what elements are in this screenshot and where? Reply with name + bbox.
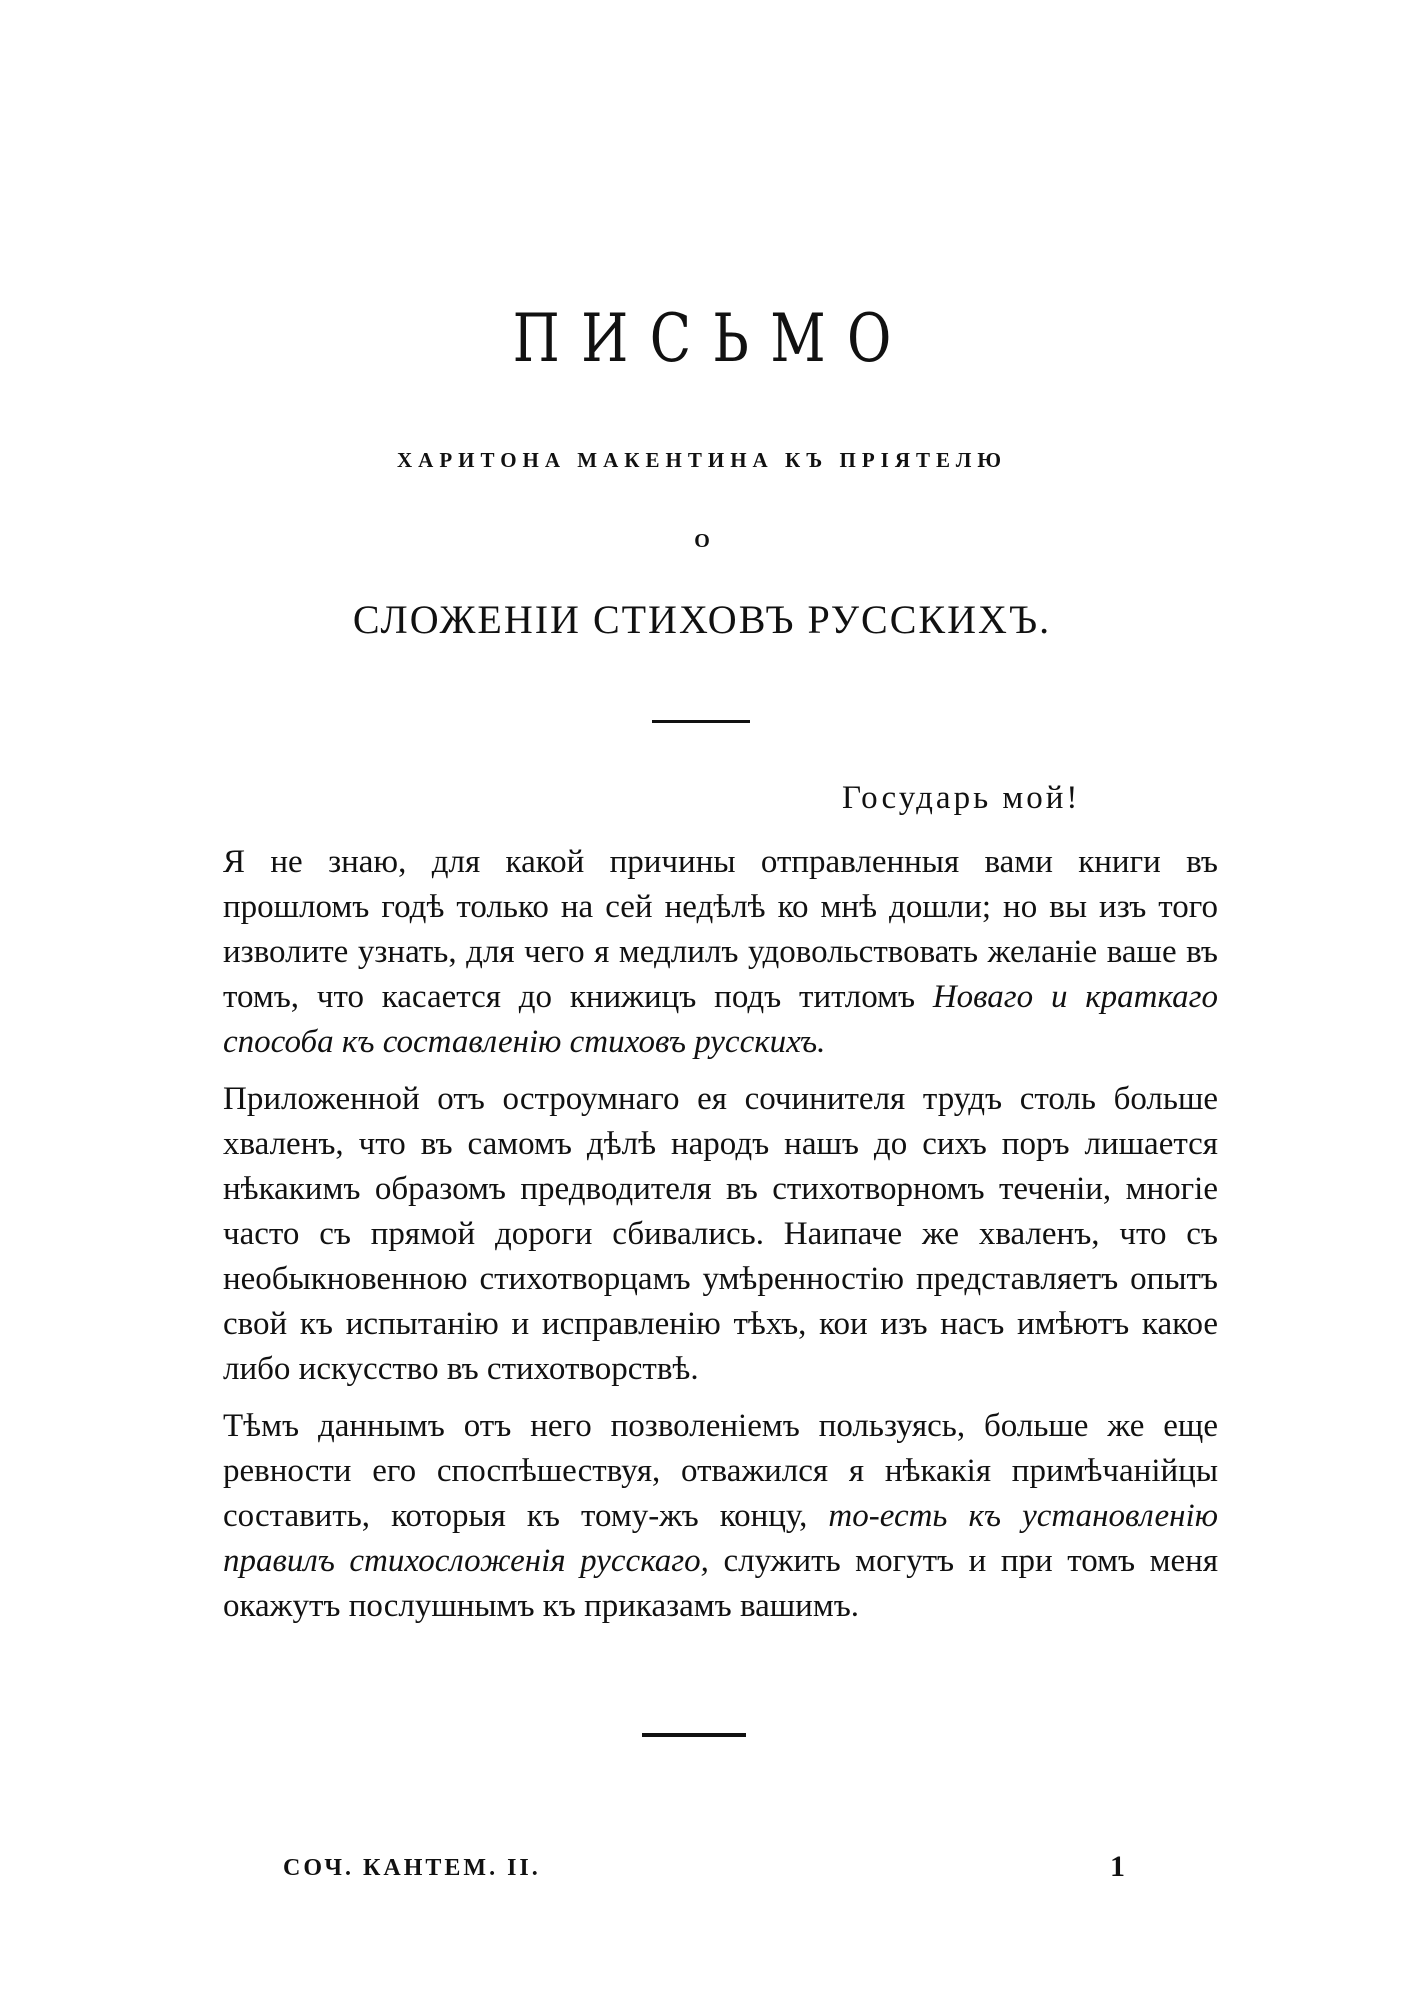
paragraph-text: Тѣмъ даннымъ отъ него позволеніемъ пользуясь, больше же еще ревности его споспѣшествуя, отважился я нѣкакія примѣчанійцы составить, которыя къ тому-жъ концу, [223,1408,1218,1534]
paragraph [223,840,1218,1065]
book-title-italic: Новаго и краткаго способа къ составленію стиховъ русскихъ. [223,979,1219,1060]
paragraph [223,1404,1218,1629]
paragraph [223,1077,1218,1392]
page-number: 1 [1110,1850,1125,1883]
section-end-divider [642,1733,746,1737]
title-divider [652,720,750,723]
page-title: ПИСЬМО [512,300,913,377]
letter-subject: СЛОЖЕНІИ СТИХОВЪ РУССКИХЪ. [352,597,1052,642]
signature-mark: СОЧ. КАНТЕМ. II. [283,1855,541,1881]
paragraph-text: служить могутъ и при томъ меня окажутъ послушнымъ къ приказамъ вашимъ. [223,1543,1219,1624]
paragraph-text: Приложенной отъ остроумнаго ея сочинителя трудъ столь больше хваленъ, что въ самомъ дѣлѣ народъ нашъ до сихъ поръ лишается нѣкакимъ образомъ предводителя въ стихотворномъ теченіи, многіе часто съ прямой дороги сбивались. Наипаче же хваленъ, что съ необыкновенною стихотворцамъ умѣренностію представляетъ опытъ свой къ испытанію и исправленію тѣхъ, кои изъ насъ имѣютъ какое либо искусство въ стихотворствѣ. [223,1081,1218,1387]
title-conjunction: О [694,530,710,552]
paragraph-italic: то-есть къ установленію правилъ стихосложенія русскаго, [223,1498,1218,1579]
salutation: Государь мой! [842,780,1081,816]
letter-body [223,840,1218,1641]
letter-subtitle: ХАРИТОНА МАКЕНТИНА КЪ ПРІЯТЕЛЮ [396,448,1008,472]
paragraph-text: Я не знаю, для какой причины отправленныя вами книги въ прошломъ годѣ только на сей недѣлѣ ко мнѣ дошли; но вы изъ того изволите узнать, для чего я медлилъ удовольствовать желаніе ваше въ томъ, что касается до книжицъ подъ титломъ [223,844,1218,1015]
